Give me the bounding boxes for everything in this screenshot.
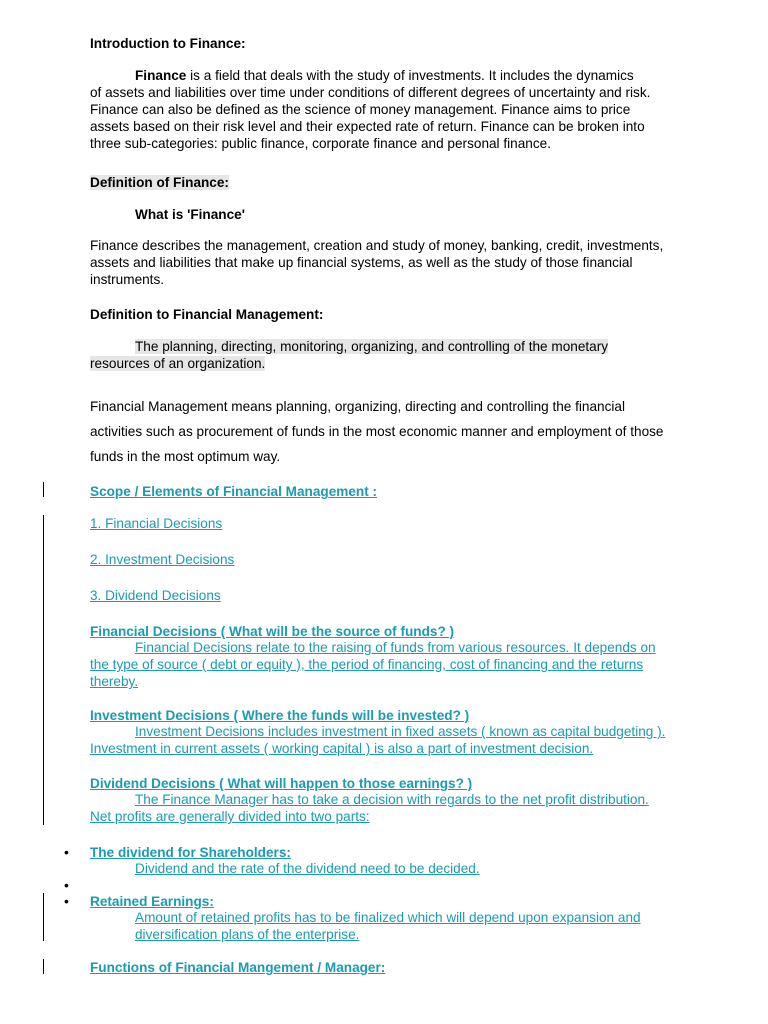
bullet-retained-line: Amount of retained profits has to be finalized which will depend upon expansion and bbox=[135, 910, 641, 925]
definition-subheading: What is 'Finance' bbox=[135, 207, 245, 222]
bullet-dot: • bbox=[64, 844, 69, 860]
bullet-retained-line: diversification plans of the enterprise. bbox=[135, 927, 360, 942]
definition-line: Finance describes the management, creation and study of money, banking, credit, investments, bbox=[90, 238, 664, 253]
fm-means-line: funds in the most optimum way. bbox=[90, 449, 281, 464]
financial-decisions-line: the type of source ( debt or equity ), the period of financing, cost of financing and the returns bbox=[90, 657, 644, 672]
intro-line: Finance can also be defined as the science of money management. Finance aims to price bbox=[90, 102, 631, 117]
revision-bar bbox=[43, 959, 44, 974]
fm-definition-paragraph bbox=[90, 338, 690, 372]
revision-bar bbox=[43, 515, 44, 825]
revision-bar bbox=[43, 893, 44, 941]
scope-heading-link[interactable]: Scope / Elements of Financial Management : bbox=[90, 484, 378, 499]
fm-definition-line: The planning, directing, monitoring, organizing, and controlling of the monetary bbox=[135, 339, 609, 354]
financial-decisions-heading[interactable]: Financial Decisions ( What will be the source of funds? ) bbox=[90, 624, 455, 639]
revision-bar bbox=[43, 482, 44, 497]
dividend-decisions-heading[interactable]: Dividend Decisions ( What will happen to those earnings? ) bbox=[90, 776, 473, 791]
fm-means-line: Financial Management means planning, organizing, directing and controlling the financial bbox=[90, 399, 626, 414]
bullet-dividend-text[interactable] bbox=[90, 860, 690, 877]
investment-decisions-line: Investment in current assets ( working capital ) is also a part of investment decision. bbox=[90, 741, 594, 756]
definition-line: instruments. bbox=[90, 272, 165, 287]
intro-lead: Finance bbox=[135, 68, 187, 83]
bullet-retained-title[interactable]: Retained Earnings: bbox=[90, 894, 214, 909]
intro-heading: Introduction to Finance: bbox=[90, 36, 246, 51]
definition-heading: Definition of Finance: bbox=[90, 175, 229, 190]
scope-item-link[interactable]: 2. Investment Decisions bbox=[90, 552, 235, 567]
dividend-decisions-line: The Finance Manager has to take a decision with regards to the net profit distribution. bbox=[135, 792, 649, 807]
intro-line: three sub-categories: public finance, corporate finance and personal finance. bbox=[90, 136, 551, 151]
financial-decisions-line: Financial Decisions relate to the raising of funds from various resources. It depends on bbox=[135, 640, 656, 655]
intro-line: assets based on their risk level and their expected rate of return. Finance can be broken into bbox=[90, 119, 645, 134]
fm-means-paragraph bbox=[90, 394, 690, 469]
intro-paragraph bbox=[90, 67, 690, 152]
scope-item-link[interactable]: 1. Financial Decisions bbox=[90, 516, 223, 531]
bullet-dot: • bbox=[64, 877, 69, 893]
bullet-dot: • bbox=[64, 893, 69, 909]
intro-line: of assets and liabilities over time under conditions of different degrees of uncertainty and risk. bbox=[90, 85, 651, 100]
bullet-retained-text[interactable] bbox=[90, 909, 690, 943]
bullet-dividend-title[interactable]: The dividend for Shareholders: bbox=[90, 845, 291, 860]
scope-item-link[interactable]: 3. Dividend Decisions bbox=[90, 588, 221, 603]
financial-decisions-paragraph[interactable] bbox=[90, 639, 690, 690]
dividend-decisions-line: Net profits are generally divided into two parts: bbox=[90, 809, 370, 824]
fm-means-line: activities such as procurement of funds in the most economic manner and employment of those bbox=[90, 424, 664, 439]
definition-paragraph bbox=[90, 237, 690, 288]
functions-heading[interactable]: Functions of Financial Mangement / Manager: bbox=[90, 960, 386, 975]
investment-decisions-line: Investment Decisions includes investment in fixed assets ( known as capital budgeting ). bbox=[135, 724, 666, 739]
investment-decisions-heading[interactable]: Investment Decisions ( Where the funds will be invested? ) bbox=[90, 708, 470, 723]
investment-decisions-paragraph[interactable] bbox=[90, 723, 690, 757]
intro-line: is a field that deals with the study of investments. It includes the dynamics bbox=[186, 68, 634, 83]
bullet-dividend-line: Dividend and the rate of the dividend need to be decided. bbox=[135, 861, 480, 876]
dividend-decisions-paragraph[interactable] bbox=[90, 791, 690, 825]
fm-definition-line: resources of an organization. bbox=[90, 356, 266, 371]
financial-decisions-line: thereby. bbox=[90, 674, 139, 689]
definition-line: assets and liabilities that make up financial systems, as well as the study of those financial bbox=[90, 255, 633, 270]
fm-definition-heading: Definition to Financial Management: bbox=[90, 307, 324, 322]
